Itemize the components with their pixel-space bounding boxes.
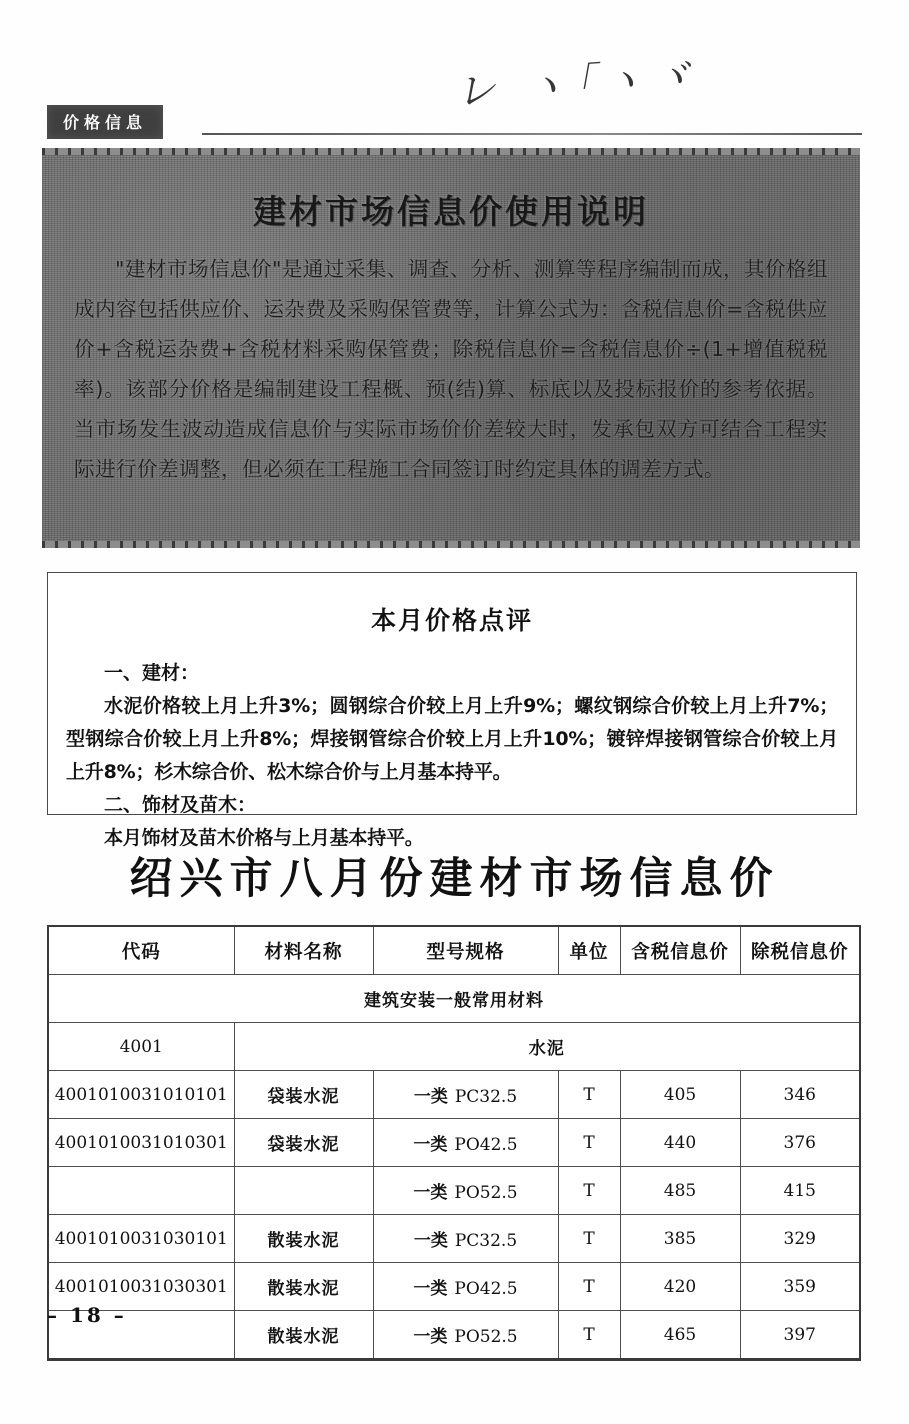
cell-spec-model: PC32.5: [454, 1087, 518, 1107]
cell-price-excl-tax: 329: [740, 1215, 860, 1263]
cell-price-incl-tax: 385: [620, 1215, 740, 1263]
table-header-material-name: 材料名称: [234, 926, 373, 975]
monthly-price-review-box: [47, 572, 857, 849]
cell-spec-class: 一类: [413, 1183, 448, 1203]
cell-spec-class: 一类: [413, 1327, 448, 1347]
table-row: [48, 1263, 860, 1311]
cell-code: 4001010031010301: [48, 1119, 234, 1167]
table-row: [48, 1167, 860, 1215]
cell-material-name: 散装水泥: [234, 1311, 373, 1360]
cell-price-excl-tax: 359: [740, 1263, 860, 1311]
running-head-badge: 价格信息: [47, 105, 163, 139]
handwritten-annotation: レ ヽ｢ヽヾ: [453, 52, 704, 116]
cell-spec-model: PO52.5: [454, 1183, 518, 1203]
table-row: [48, 1119, 860, 1167]
table-header-row: [48, 926, 860, 975]
cell-price-incl-tax: 485: [620, 1167, 740, 1215]
cell-price-incl-tax: 440: [620, 1119, 740, 1167]
cell-spec-class: 一类: [413, 1087, 448, 1107]
table-group-label: 建筑安装一般常用材料: [48, 975, 860, 1023]
cell-spec-model: PO42.5: [454, 1279, 518, 1299]
cell-spec: [373, 1311, 558, 1360]
review-section-2-label: 二、饰材及苗木：: [104, 794, 257, 816]
review-section-2-text: 本月饰材及苗木价格与上月基本持平。: [104, 827, 424, 849]
cell-price-incl-tax: 405: [620, 1071, 740, 1119]
cell-spec: [373, 1263, 558, 1311]
cell-spec-class: 一类: [413, 1135, 448, 1155]
review-section-1-text: 水泥价格较上月上升3%；圆钢综合价较上月上升9%；螺纹钢综合价较上月上升7%；型钢综合价较上月上升8%；焊接钢管综合价较上月上升10%；镀锌焊接钢管综合价较上月上升8%；杉木综合价、松木综合价与上月基本持平。: [66, 695, 838, 783]
cell-spec-class: 一类: [413, 1279, 448, 1299]
cell-code: 4001010031030101: [48, 1215, 234, 1263]
table-header-price-excl-tax: 除税信息价: [740, 926, 860, 975]
cell-code: 4001010031030301: [48, 1263, 234, 1311]
usage-notice-title: 建材市场信息价使用说明: [253, 192, 649, 231]
cell-material-name: 散装水泥: [234, 1215, 373, 1263]
cell-material-name: 袋装水泥: [234, 1071, 373, 1119]
review-title: 本月价格点评: [370, 606, 533, 635]
table-group-row: [48, 975, 860, 1023]
cell-material-name: [234, 1167, 373, 1215]
cell-spec: [373, 1167, 558, 1215]
cell-spec-model: PC32.5: [454, 1231, 518, 1251]
table-row: [48, 1215, 860, 1263]
table-header-price-incl-tax: 含税信息价: [620, 926, 740, 975]
cell-price-incl-tax: 420: [620, 1263, 740, 1311]
cell-unit: T: [558, 1215, 620, 1263]
cell-code: [48, 1167, 234, 1215]
price-table: [47, 925, 861, 1361]
cell-price-excl-tax: 376: [740, 1119, 860, 1167]
price-table-container: [47, 925, 859, 1361]
table-row: [48, 1071, 860, 1119]
cell-price-excl-tax: 346: [740, 1071, 860, 1119]
table-header-spec: 型号规格: [373, 926, 558, 975]
table-row: [48, 1311, 860, 1360]
running-head: [47, 105, 862, 143]
cell-spec-model: PO42.5: [454, 1135, 518, 1155]
usage-notice-block: [42, 148, 860, 548]
cell-code: 4001010031010101: [48, 1071, 234, 1119]
running-head-rule: [202, 133, 862, 135]
page-title: 绍兴市八月份建材市场信息价: [129, 854, 780, 904]
cell-unit: T: [558, 1263, 620, 1311]
review-section-1-label: 一、建材：: [104, 662, 200, 684]
cell-unit: T: [558, 1311, 620, 1360]
cell-material-name: 袋装水泥: [234, 1119, 373, 1167]
cell-price-excl-tax: 415: [740, 1167, 860, 1215]
table-category-row: [48, 1023, 860, 1071]
cell-price-incl-tax: 465: [620, 1311, 740, 1360]
cell-unit: T: [558, 1167, 620, 1215]
cell-spec: [373, 1119, 558, 1167]
cell-spec: [373, 1215, 558, 1263]
cell-spec: [373, 1071, 558, 1119]
cell-unit: T: [558, 1119, 620, 1167]
page-number: – 18 –: [47, 1303, 127, 1327]
table-category-name: 水泥: [234, 1023, 860, 1071]
cell-price-excl-tax: 397: [740, 1311, 860, 1360]
cell-spec-model: PO52.5: [454, 1327, 518, 1347]
table-header-unit: 单位: [558, 926, 620, 975]
cell-spec-class: 一类: [413, 1231, 448, 1251]
usage-notice-body: "建材市场信息价"是通过采集、调查、分析、测算等程序编制而成，其价格组成内容包括供应价、运杂费及采购保管费等，计算公式为：含税信息价=含税供应价+含税运杂费+含税材料采购保管费；除税信息价=含税信息价÷(1+增值税税率)。该部分价格是编制建设工程概、预(结)算、标底以及投标报价的参考依据。当市场发生波动造成信息价与实际市场价价差较大时，发承包双方可结合工程实际进行价差调整，但必须在工程施工合同签订时约定具体的调差方式。: [74, 257, 828, 481]
cell-material-name: 散装水泥: [234, 1263, 373, 1311]
table-category-code: 4001: [48, 1023, 234, 1071]
cell-unit: T: [558, 1071, 620, 1119]
table-header-code: 代码: [48, 926, 234, 975]
